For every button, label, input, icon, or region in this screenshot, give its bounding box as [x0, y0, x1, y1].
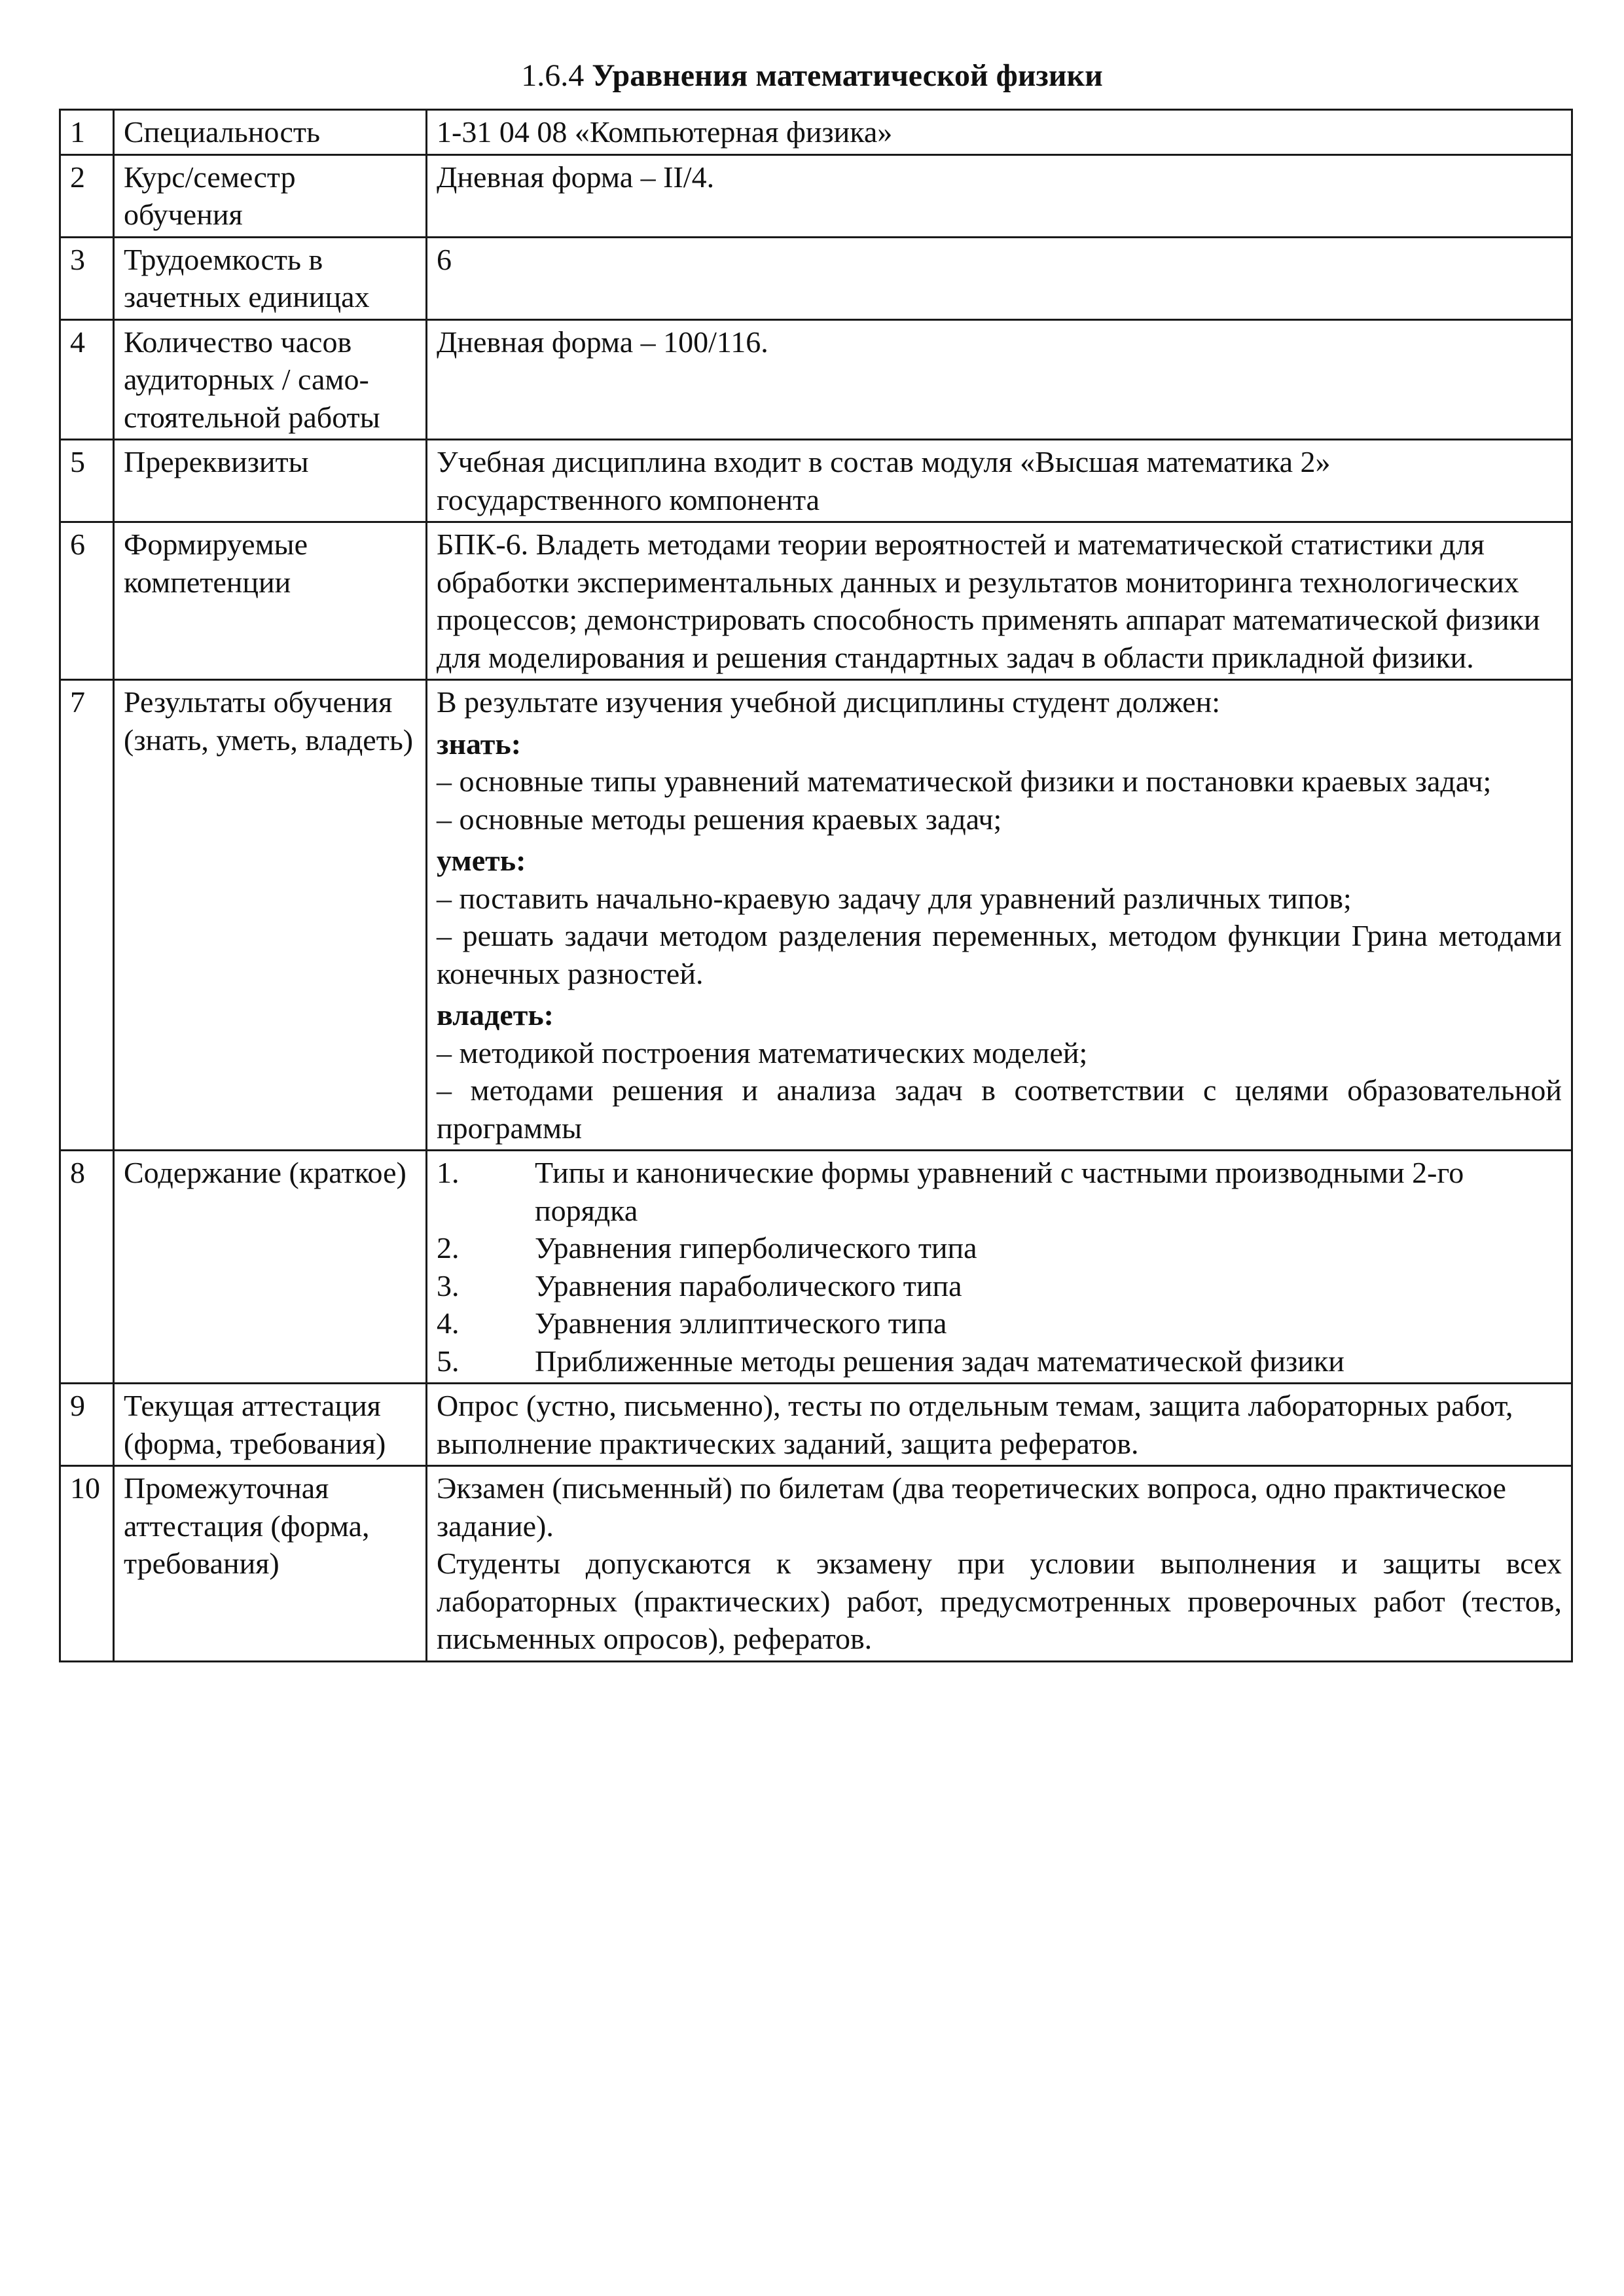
row-label: Формируемые компетенции: [114, 522, 427, 680]
row-value: Дневная форма – II/4.: [427, 154, 1572, 237]
row-value: 1-31 04 08 «Компьютерная физика»: [427, 110, 1572, 155]
table-row: [60, 237, 1572, 319]
list-text: Типы и канонические формы уравнений с частными производными 2-го порядка: [535, 1156, 1464, 1227]
row-number: 3: [60, 237, 114, 319]
list-number: 4.: [437, 1306, 460, 1340]
row-number: 4: [60, 319, 114, 440]
table-row: [60, 1466, 1572, 1662]
row-label: Специальность: [114, 110, 427, 155]
list-item: [437, 1154, 1562, 1229]
table-row: [60, 522, 1572, 680]
row-number: 5: [60, 440, 114, 522]
row-label: Курс/семестр обучения: [114, 154, 427, 237]
list-item: [437, 1342, 1562, 1380]
outcomes-intro: В результате изучения учебной дисциплины студент должен:: [437, 685, 1221, 719]
table-row: [60, 680, 1572, 1151]
table-row: [60, 440, 1572, 522]
row-number: 2: [60, 154, 114, 237]
list-text: Уравнения эллиптического типа: [535, 1306, 947, 1340]
row-number: 1: [60, 110, 114, 155]
list-number: 1.: [437, 1156, 460, 1189]
row-label: Промежуточная аттестация (форма, требования): [114, 1466, 427, 1662]
list-number: 2.: [437, 1231, 460, 1265]
content-list: [427, 1151, 1572, 1384]
row-number: 9: [60, 1384, 114, 1466]
list-item: – поставить начально-краевую задачу для уравнений различных типов;: [437, 881, 1352, 915]
row-value: Дневная форма – 100/116.: [427, 319, 1572, 440]
learning-outcomes: [427, 680, 1572, 1151]
list-item: [437, 1304, 1562, 1342]
table-row: [60, 110, 1572, 155]
row-value: Опрос (устно, письменно), тесты по отдельным темам, защита лабораторных работ, выполнение практических заданий, защита рефератов.: [427, 1384, 1572, 1466]
row-number: 7: [60, 680, 114, 1151]
section-title: Уравнения математической физики: [592, 58, 1103, 93]
own-heading: владеть:: [437, 998, 554, 1031]
can-heading: уметь:: [437, 844, 526, 877]
row-value: 6: [427, 237, 1572, 319]
exam-requirements: Студенты допускаются к экзамену при условии выполнения и защиты всех лабораторных (практических) работ, предусмотренных проверочных работ (тестов, письменных опросов), рефератов.: [437, 1547, 1562, 1655]
row-number: 6: [60, 522, 114, 680]
row-number: 10: [60, 1466, 114, 1662]
row-label: Количество часов аудиторных / само-стоятельной работы: [114, 319, 427, 440]
row-value: БПК-6. Владеть методами теории вероятностей и математической статистики для обработки экспериментальных данных и результатов мониторинга технологических процессов; демонстрировать способность применять аппарат математической физики для моделирования и решения стандартных задач в области прикладной физики.: [427, 522, 1572, 680]
list-item: [437, 1229, 1562, 1267]
row-label: Пререквизиты: [114, 440, 427, 522]
list-text: Уравнения параболического типа: [535, 1268, 962, 1302]
list-item: – методами решения и анализа задач в соответствии с целями образовательной программы: [437, 1073, 1562, 1145]
section-number: 1.6.4: [521, 58, 585, 93]
list-text: Приближенные методы решения задач математической физики: [535, 1344, 1344, 1378]
know-heading: знать:: [437, 726, 522, 761]
table-row: [60, 154, 1572, 237]
table-row: [60, 319, 1572, 440]
row-value: [427, 1466, 1572, 1662]
page-title: [0, 56, 1624, 96]
row-label: Трудоемкость в зачетных единицах: [114, 237, 427, 319]
list-item: – основные методы решения краевых задач;: [437, 802, 1002, 836]
list-text: Уравнения гиперболического типа: [535, 1231, 977, 1265]
table-row: [60, 1151, 1572, 1384]
list-item: – основные типы уравнений математической физики и постановки краевых задач;: [437, 764, 1492, 798]
syllabus-table: [59, 109, 1573, 1662]
row-value: Учебная дисциплина входит в состав модуля «Высшая математика 2» государственного компонента: [427, 440, 1572, 522]
list-number: 3.: [437, 1268, 460, 1302]
row-label: Текущая аттестация (форма, требования): [114, 1384, 427, 1466]
row-label: Содержание (краткое): [114, 1151, 427, 1384]
list-item: – методикой построения математических моделей;: [437, 1035, 1088, 1069]
list-number: 5.: [437, 1344, 460, 1378]
exam-format: Экзамен (письменный) по билетам (два теоретических вопроса, одно практическое задание).: [437, 1471, 1506, 1543]
list-item: – решать задачи методом разделения переменных, методом функции Грина методами конечных разностей.: [437, 919, 1562, 990]
row-number: 8: [60, 1151, 114, 1384]
list-item: [437, 1267, 1562, 1305]
row-label: Результаты обучения (знать, уметь, владеть): [114, 680, 427, 1151]
table-row: [60, 1384, 1572, 1466]
